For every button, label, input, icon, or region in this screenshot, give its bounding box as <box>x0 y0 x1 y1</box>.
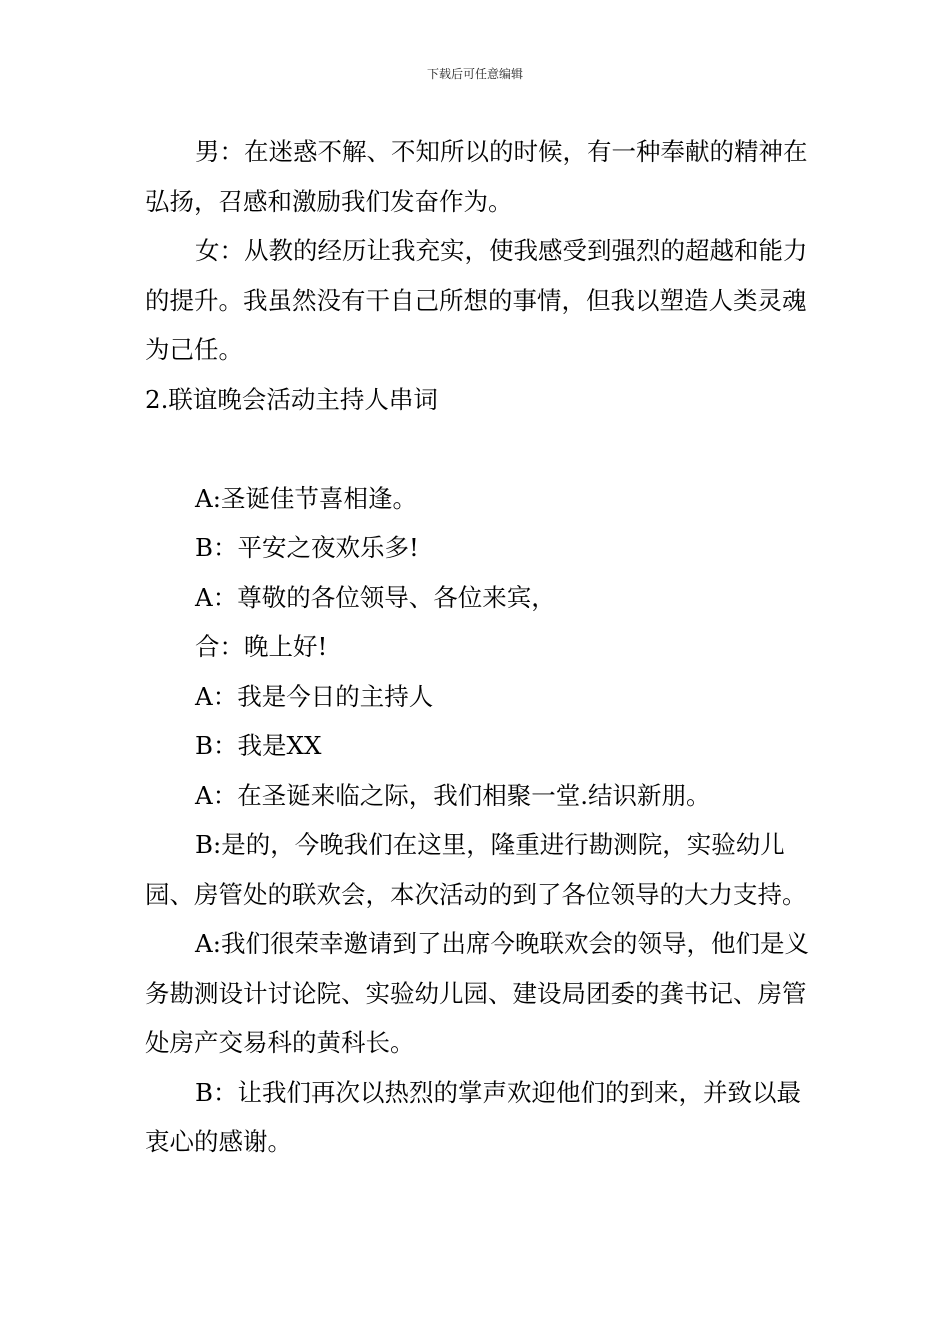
document-body <box>145 127 810 1167</box>
dialogue-line: B：平安之夜欢乐多! <box>195 533 419 562</box>
dialogue-line: 合：晚上好! <box>195 632 328 661</box>
dialogue-line: B：让我们再次以热烈的掌声欢迎他们的到来，并致以最衷心的感谢。 <box>145 1077 802 1156</box>
paragraph-female-speaker: 女：从教的经历让我充实，使我感受到强烈的超越和能力的提升。我虽然没有干自己所想的事情，但我以塑造人类灵魂为己任。 <box>145 236 808 364</box>
dialogue-line: A：在圣诞来临之际，我们相聚一堂.结识新朋。 <box>195 780 711 810</box>
blank-line <box>145 424 810 474</box>
dialogue-line: A:圣诞佳节喜相逢。 <box>195 483 417 513</box>
dialogue-line: B：我是XX <box>195 731 322 760</box>
section-heading: 2.联谊晚会活动主持人串词 <box>145 384 438 414</box>
dialogue-line: A：我是今日的主持人 <box>195 681 434 711</box>
paragraph-male-speaker: 男：在迷惑不解、不知所以的时候，有一种奉献的精神在弘扬，召感和激励我们发奋作为。 <box>145 137 808 216</box>
dialogue-line: B:是的，今晚我们在这里，隆重进行勘测院，实验幼儿园、房管处的联欢会，本次活动的到了各位领导的大力支持。 <box>145 830 807 909</box>
header-note: 下载后可任意编辑 <box>426 67 523 81</box>
dialogue-line: A：尊敬的各位领导、各位来宾， <box>195 582 556 612</box>
dialogue-line: A:我们很荣幸邀请到了出席今晚联欢会的领导，他们是义务勘测设计讨论院、实验幼儿园、建设局团委的龚书记、房管处房产交易科的黄科长。 <box>145 929 809 1057</box>
